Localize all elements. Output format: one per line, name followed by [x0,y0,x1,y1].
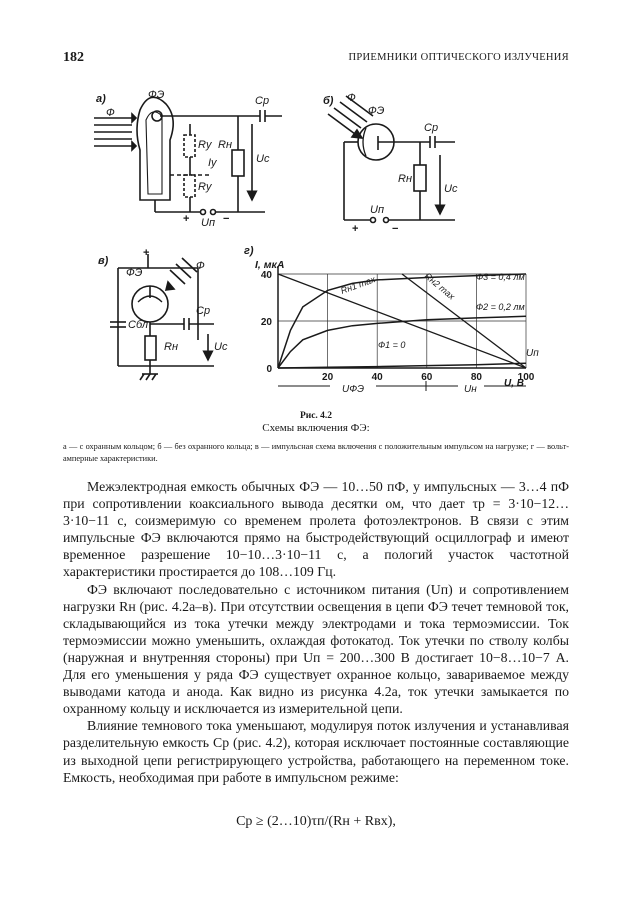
panel-a-un: Uп [201,217,215,229]
u-n-label: Uн [464,384,477,395]
x-tick-label-4: 100 [517,372,535,383]
panel-b-cp: Cр [424,122,439,134]
panel-c-tag: в) [98,255,109,267]
x-tick-label-0: 20 [322,372,334,383]
panel-d-tag: г) [244,245,254,257]
panel-a-cp: Cр [255,95,270,107]
body-text [63,478,569,786]
panel-a-tag: а) [96,93,106,105]
panel-a-phi: Ф [106,107,115,119]
panel-b-phi: Ф [347,92,356,104]
panel-d-chart [244,245,539,395]
panel-b-uc: Uс [444,183,458,195]
panel-c-cp: Cр [196,305,211,317]
panel-a-plus: + [183,213,190,225]
panel-c-plus: + [143,247,150,259]
panel-b-un: Uп [370,204,384,216]
panel-b-rn: Rн [398,173,412,185]
panel-b-circuit [328,96,455,223]
figure-legend: а — с охранным кольцом; б — без охранного кольца; в — импульсная схема включения с положительным импульсом на нагрузке; г — вольт-амперные характеристики. [63,442,569,463]
panel-a-uc: Uс [256,153,270,165]
panel-c-phi: Ф [196,260,205,272]
panel-c-rn: Rн [164,341,178,353]
u-dimension-lines [278,381,526,391]
paragraph-3: Влияние темнового тока уменьшают, модулируя поток излучения и устанавливая разделительную емкость Cр (рис. 4.2), которая исключает постоянные составляющие из выходной цепи регистрирующего устройства, работающего на переменном токе. Емкость, необходимая при работе в импульсном режиме: [63,718,569,785]
chart-x-ticks [322,372,535,383]
figure-label: Рис. 4.2 [299,411,333,421]
x-tick-label-2: 60 [421,372,433,383]
paragraph-1: Межэлектродная емкость обычных ФЭ — 10…50 пФ, у импульсных — 3…4 пФ при сопротивлении коаксиального вывода десятки ом, что дает τр = 3·10−12…3·10−11 с, соизмеримую со временем пролета фотоэлектронов. В связи с этим импульсные ФЭ включаются прямо на быстродействующий осциллограф и имеют временное разрешение 10−10…3·10−11 с, а пологий участок частотной характеристики простирается до 108…109 Гц. [63,479,569,580]
u-v-label: U, В [504,378,524,389]
panel-b-tag: б) [323,95,334,107]
x-tick-label-3: 80 [470,372,482,383]
y-tick-label-2: 40 [260,270,272,281]
x-tick-label-1: 40 [371,372,383,383]
un-line-label: Uп [526,348,539,359]
y-tick-label-1: 20 [260,317,272,328]
panel-a-circuit [94,97,282,214]
load-line-label-2: Rн2 max [422,270,457,302]
panel-a-ry1: Rу [198,139,212,151]
panel-a-ry2: Rу [198,181,212,193]
figure-caption [63,411,569,434]
figure-title: Схемы включения ФЭ: [262,422,370,434]
panel-a-iy: Iу [208,157,217,169]
series-label-1: Ф2 = 0,2 лм [476,302,525,312]
formula: Cр ≥ (2…10)τп/(Rн + Rвх), [236,814,396,829]
series-label-0: Ф3 = 0,4 лм [476,272,525,282]
panel-b-plus: + [352,223,359,235]
chart-y-ticks [261,270,273,375]
figure-4-2 [0,0,631,410]
panel-c-uc: Uс [214,341,228,353]
panel-a-minus: − [223,213,230,225]
panel-a-fe: ФЭ [148,89,165,101]
panel-a-rn: Rн [218,139,232,151]
u-fe-label: UФЭ [342,384,365,395]
panel-c-fe: ФЭ [126,267,143,279]
panel-b-fe: ФЭ [368,105,385,117]
paragraph-2: ФЭ включают последовательно с источником питания (Uп) и сопротивлением нагрузки Rн (рис. 4.2а–в). При отсутствии освещения в цепи ФЭ течет темновой ток, складывающийся из тока утечки между электродами и тока термоэмиссии. Ток термоэмиссии можно уменьшить, охлаждая фотокатод. Ток утечки по стволу колбы (наружная и внутренняя стороны) при Uп = 200…300 В достигает 10−8…10−7 А. Для его уменьшения у ряда ФЭ существует охранное кольцо, завариваемое между выводами катода и анода. Как видно из рисунка 4.2а, ток утечки замыкается по охранному кольцу и исключается из измерительной цепи. [63,581,569,717]
load-line-label-1: Rн1 max [339,274,377,296]
panel-c-cbl: Cбл [128,319,149,331]
y-tick-label-0: 0 [266,364,272,375]
series-label-2: Ф1 = 0 [378,340,406,350]
chart-ylabel: I, мкА [255,259,285,271]
running-title: ПРИЕМНИКИ ОПТИЧЕСКОГО ИЗЛУЧЕНИЯ [348,52,569,63]
page-number: 182 [63,50,84,65]
panel-b-minus: − [392,223,399,235]
